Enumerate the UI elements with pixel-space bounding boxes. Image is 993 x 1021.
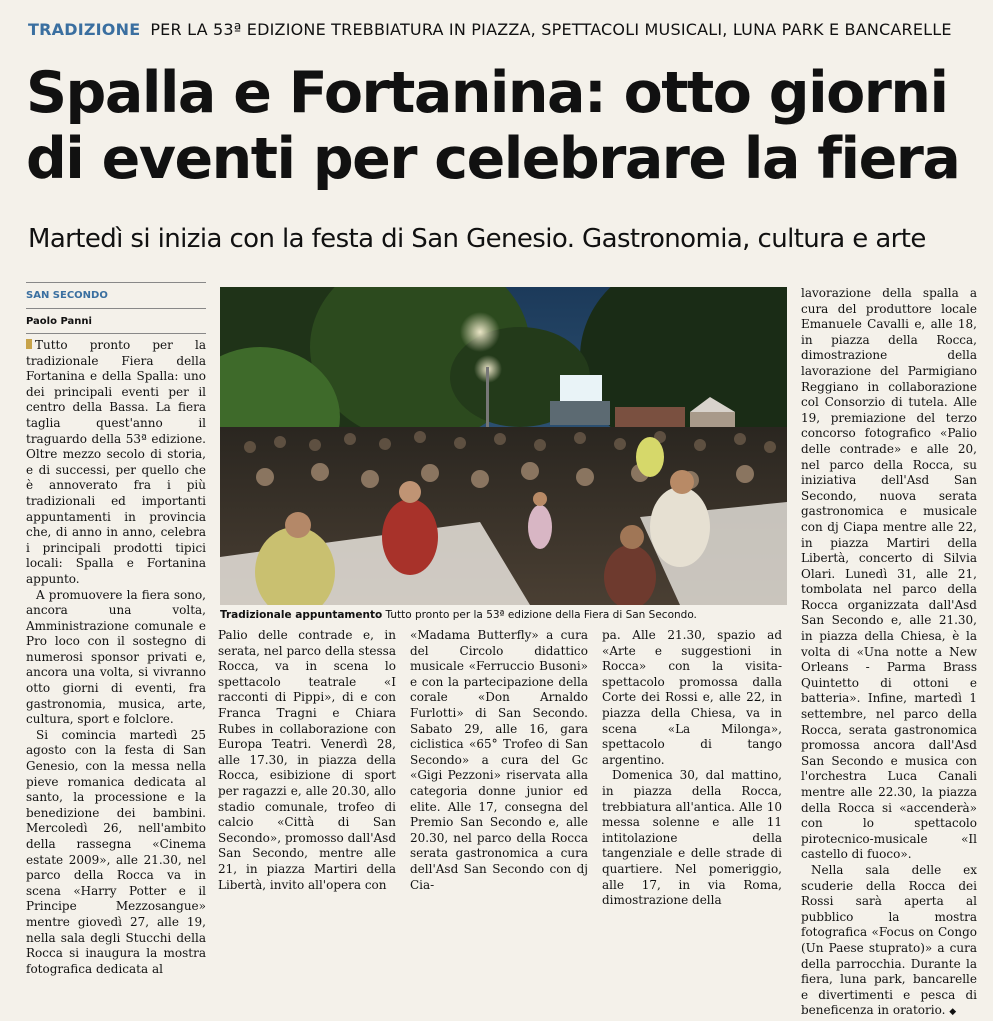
- event-photo: [220, 287, 787, 605]
- section-tag: TRADIZIONE: [28, 20, 141, 39]
- kicker: [28, 20, 952, 39]
- divider: [26, 308, 206, 309]
- caption-title: Tradizionale appuntamento: [220, 609, 383, 621]
- author-byline: Paolo Panni: [26, 316, 92, 327]
- headline: Spalla e Fortanina: otto giorni di eventi per celebrare la fiera: [26, 60, 960, 192]
- paragraph-marker-icon: [26, 339, 32, 349]
- paragraph: «Madama Butterfly» a cura del Circolo didattico musicale «Ferruccio Busoni» e con la partecipazione della corale «Don Arnaldo Furlotti» di San Secondo. Sabato 29, alle 16, gara ciclistica «65° Trofeo di San Secondo» a cura del Gc «Gigi Pezzoni» riservata alla categoria donne junior ed elite. Alle 17, consegna del Premio San Secondo e, alle 20.30, nel parco della Rocca serata gastronomica a cura dell'Asd San Secondo con dj Cia-: [410, 628, 588, 892]
- kicker-text: PER LA 53ª EDIZIONE TREBBIATURA IN PIAZZA, SPETTACOLI MUSICALI, LUNA PARK E BANCARELLE: [150, 20, 952, 39]
- paragraph: Tutto pronto per la tradizionale Fiera della Fortanina e della Spalla: uno dei principali eventi per il centro della Bassa. La fiera taglia quest'anno il traguardo della 53ª edizione. Oltre mezzo secolo di storia, e di successi, per quello che è annoverato fra i più tradizionali ed importanti appuntamenti in provincia che, di anno in anno, celebra i principali prodotti tipici locali: Spalla e Fortanina appunto.: [26, 338, 206, 586]
- article-column-2: [218, 628, 396, 893]
- subheadline: Martedì si inizia con la festa di San Genesio. Gastronomia, cultura e arte: [28, 224, 926, 254]
- location-label: SAN SECONDO: [26, 290, 108, 301]
- caption-text: Tutto pronto per la 53ª edizione della Fiera di San Secondo.: [385, 609, 697, 621]
- divider: [26, 282, 206, 283]
- paragraph: Palio delle contrade e, in serata, nel parco della stessa Rocca, va in scena lo spettacolo teatrale «I racconti di Pippi», di e con Franca Tragni e Chiara Rubes in collaborazione con Europa Teatri. Venerdì 28, alle 17.30, in piazza della Rocca, esibizione di sport per ragazzi e, alle 20.30, allo stadio comunale, trofeo di calcio «Città di San Secondo», promosso dall'Asd San Secondo, mentre alle 21, in piazza Martiri della Libertà, invito all'opera con: [218, 628, 396, 892]
- article-column-3: [410, 628, 588, 893]
- paragraph: Domenica 30, dal mattino, in piazza della Rocca, trebbiatura all'antica. Alle 10 messa solenne e alle 11 intitolazione della tangenziale e delle strade di quartiere. Nel pomeriggio, alle 17, in via Roma, dimostrazione della: [602, 768, 782, 908]
- photo-caption: [220, 609, 795, 621]
- paragraph: A promuovere la fiera sono, ancora una volta, Amministrazione comunale e Pro loco con il sostegno di numerosi sponsor privati e, ancora una volta, si vivranno otto giorni di eventi, fra gastronomia, musica, arte, cultura, sport e folclore.: [26, 587, 206, 727]
- paragraph: Si comincia martedì 25 agosto con la festa di San Genesio, con la messa nella pieve romanica dedicata al santo, la processione e la benedizione dei bambini. Mercoledì 26, nell'ambito della rassegna «Cinema estate 2009», alle 21.30, nel parco della Rocca va in scena «Harry Potter e il Principe Mezzosangue» mentre giovedì 27, alle 19, nella sala degli Stucchi della Rocca si inaugura la mostra fotografica dedicata al: [26, 727, 206, 976]
- article-column-5: [801, 286, 977, 1021]
- end-of-article-icon: ◆: [949, 1007, 957, 1018]
- paragraph: lavorazione della spalla a cura del produttore locale Emanuele Cavalli e, alle 18, in piazza della Rocca, dimostrazione della lavorazione del Parmigiano Reggiano in collaborazione col Consorzio di tutela. Alle 19, premiazione del terzo concorso fotografico «Palio delle contrade» e alle 20, nel parco della Rocca, su iniziativa dell'Asd San Secondo, nuova serata gastronomica e musicale con dj Ciapa mentre alle 22, in piazza Martiri della Libertà, concerto di Silvia Olari. Lunedì 31, alle 21, tombolata nel parco della Rocca organizzata dall'Asd San Secondo e, alle 21.30, in piazza della Chiesa, è la volta di «Una notte a New Orleans - Parma Brass Quintetto di ottoni e batteria». Infine, martedì 1 settembre, nel parco della Rocca, serata gastronomica promossa ancora dall'Asd San Secondo e musica con l'orchestra Luca Canali mentre alle 22.30, la piazza della Rocca si «accenderà» con lo spettacolo pirotecnico-musicale «Il castello di fuoco».: [801, 286, 977, 862]
- article-column-1: [26, 338, 206, 977]
- paragraph: pa. Alle 21.30, spazio ad «Arte e suggestioni in Rocca» con la visita-spettacolo promossa dalla Corte dei Rossi e, alle 22, in piazza della Chiesa, va in scena «La Milonga», spettacolo di tango argentino.: [602, 628, 782, 767]
- article-column-4: [602, 628, 782, 909]
- paragraph: Nella sala delle ex scuderie della Rocca dei Rossi sarà aperta al pubblico la mostra fotografica «Focus on Congo (Un Paese stuprato)» a cura della parrocchia. Durante la fiera, luna park, bancarelle e divertimenti e pesca di beneficenza in oratorio. ◆: [801, 862, 977, 1018]
- divider: [26, 333, 206, 334]
